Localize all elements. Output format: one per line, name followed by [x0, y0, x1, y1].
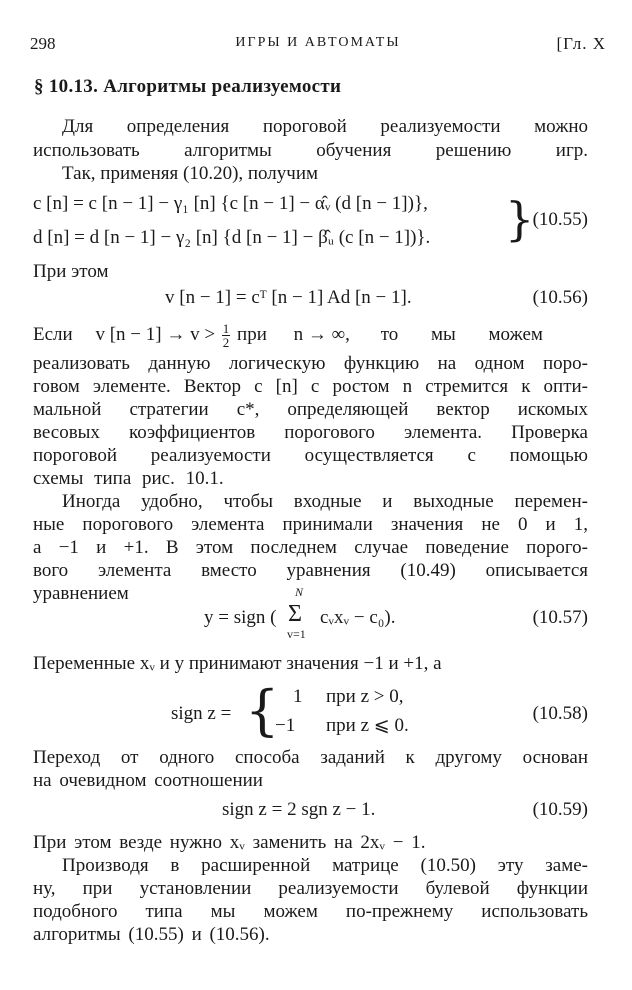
text-line: вого элемента вместо уравнения (10.49) описывается	[33, 560, 588, 581]
equation-10-57-right: cᵥxᵥ − c₀).	[320, 607, 396, 628]
text-line: схемы типа рис. 10.1.	[33, 468, 224, 489]
equation-number: (10.55)	[532, 209, 588, 230]
text-line: на очевидном соотношении	[33, 770, 263, 791]
text-line: Так, применяя (10.20), получим	[62, 163, 319, 184]
fraction-numerator: 1	[222, 321, 230, 336]
equation-10-55-b: d [n] = d [n − 1] − γ₂ [n] {d [n − 1] − β̂ᵤ (c [n − 1])}.	[33, 227, 431, 248]
text-line: весовых коэффициентов порогового элемента. Проверка	[33, 422, 588, 443]
equation-number: (10.56)	[532, 287, 588, 308]
text-line: а −1 и +1. В этом последнем случае поведение порого-	[33, 537, 588, 558]
text-line: использовать алгоритмы обучения решению игр.	[33, 140, 588, 161]
text-line: Иногда удобно, чтобы входные и выходные перемен-	[62, 491, 588, 512]
equation-10-57-left: y = sign (	[204, 607, 277, 628]
fraction-denominator: 2	[222, 335, 230, 350]
equation-10-58-left: sign z =	[171, 703, 232, 724]
text-line: ну, при установлении реализуемости булевой функции	[33, 878, 588, 899]
chapter-label: [Гл. X	[556, 34, 606, 53]
condition-expr: v [n − 1] → v >	[95, 323, 216, 345]
equation-10-55-a: c [n] = c [n − 1] − γ₁ [n] {c [n − 1] − α̂ᵥ (d [n − 1])},	[33, 193, 428, 214]
text-line: При этом	[33, 261, 109, 282]
case-2-condition: при z ⩽ 0.	[326, 715, 409, 736]
sum-upper-limit: N	[295, 585, 304, 599]
text-line: ные порогового элемента принимали значения не 0 и 1,	[33, 514, 588, 535]
text-line: Переход от одного способа заданий к другому основан	[33, 747, 588, 768]
text-line: пороговой реализуемости осуществляется с помощью	[33, 445, 588, 466]
text-line: Производя в расширенной матрице (10.50) эту заме-	[62, 855, 588, 876]
text-line: мальной стратегии c*, определяющей вектор искомых	[33, 399, 588, 420]
equation-number: (10.57)	[532, 607, 588, 628]
fraction	[222, 322, 231, 349]
case-1-value: 1	[293, 686, 303, 707]
text-line: Для определения пороговой реализуемости можно	[62, 116, 588, 137]
equation-number: (10.59)	[532, 799, 588, 820]
left-brace-glyph: {	[245, 679, 280, 742]
text-line: алгоритмы (10.55) и (10.56).	[33, 924, 270, 945]
equation-10-59: sign z = 2 sgn z − 1.	[222, 799, 376, 820]
text-line: При этом везде нужно xᵥ заменить на 2xᵥ − 1.	[33, 832, 426, 853]
text-word: то мы можем	[380, 323, 543, 345]
sum-symbol: Σ	[288, 601, 302, 627]
equation-number: (10.58)	[532, 703, 588, 724]
page-number: 298	[30, 34, 56, 53]
section-heading: § 10.13. Алгоритмы реализуемости	[34, 76, 342, 97]
text-word: Если	[33, 323, 73, 345]
sum-lower-limit: v=1	[287, 627, 306, 641]
text-line: Переменные xᵥ и y принимают значения −1 и +1, а	[33, 653, 442, 674]
text-line: уравнением	[33, 583, 129, 604]
text-line: реализовать данную логическую функцию на одном поро-	[33, 353, 588, 374]
limit-expr: n → ∞,	[293, 323, 350, 345]
equation-10-56: v [n − 1] = cᵀ [n − 1] Ad [n − 1].	[165, 287, 412, 308]
text-line: говом элементе. Вектор c [n] с ростом n стремится к опти-	[33, 376, 588, 397]
text-word: при	[237, 323, 267, 345]
case-1-condition: при z > 0,	[326, 686, 404, 707]
right-brace-glyph: }	[505, 192, 535, 246]
case-2-value: −1	[275, 715, 296, 736]
running-title: ИГРЫ И АВТОМАТЫ	[235, 35, 401, 50]
text-line: подобного типа мы можем по-прежнему использовать	[33, 901, 588, 922]
page-header	[30, 34, 606, 58]
condition-line	[33, 322, 588, 349]
